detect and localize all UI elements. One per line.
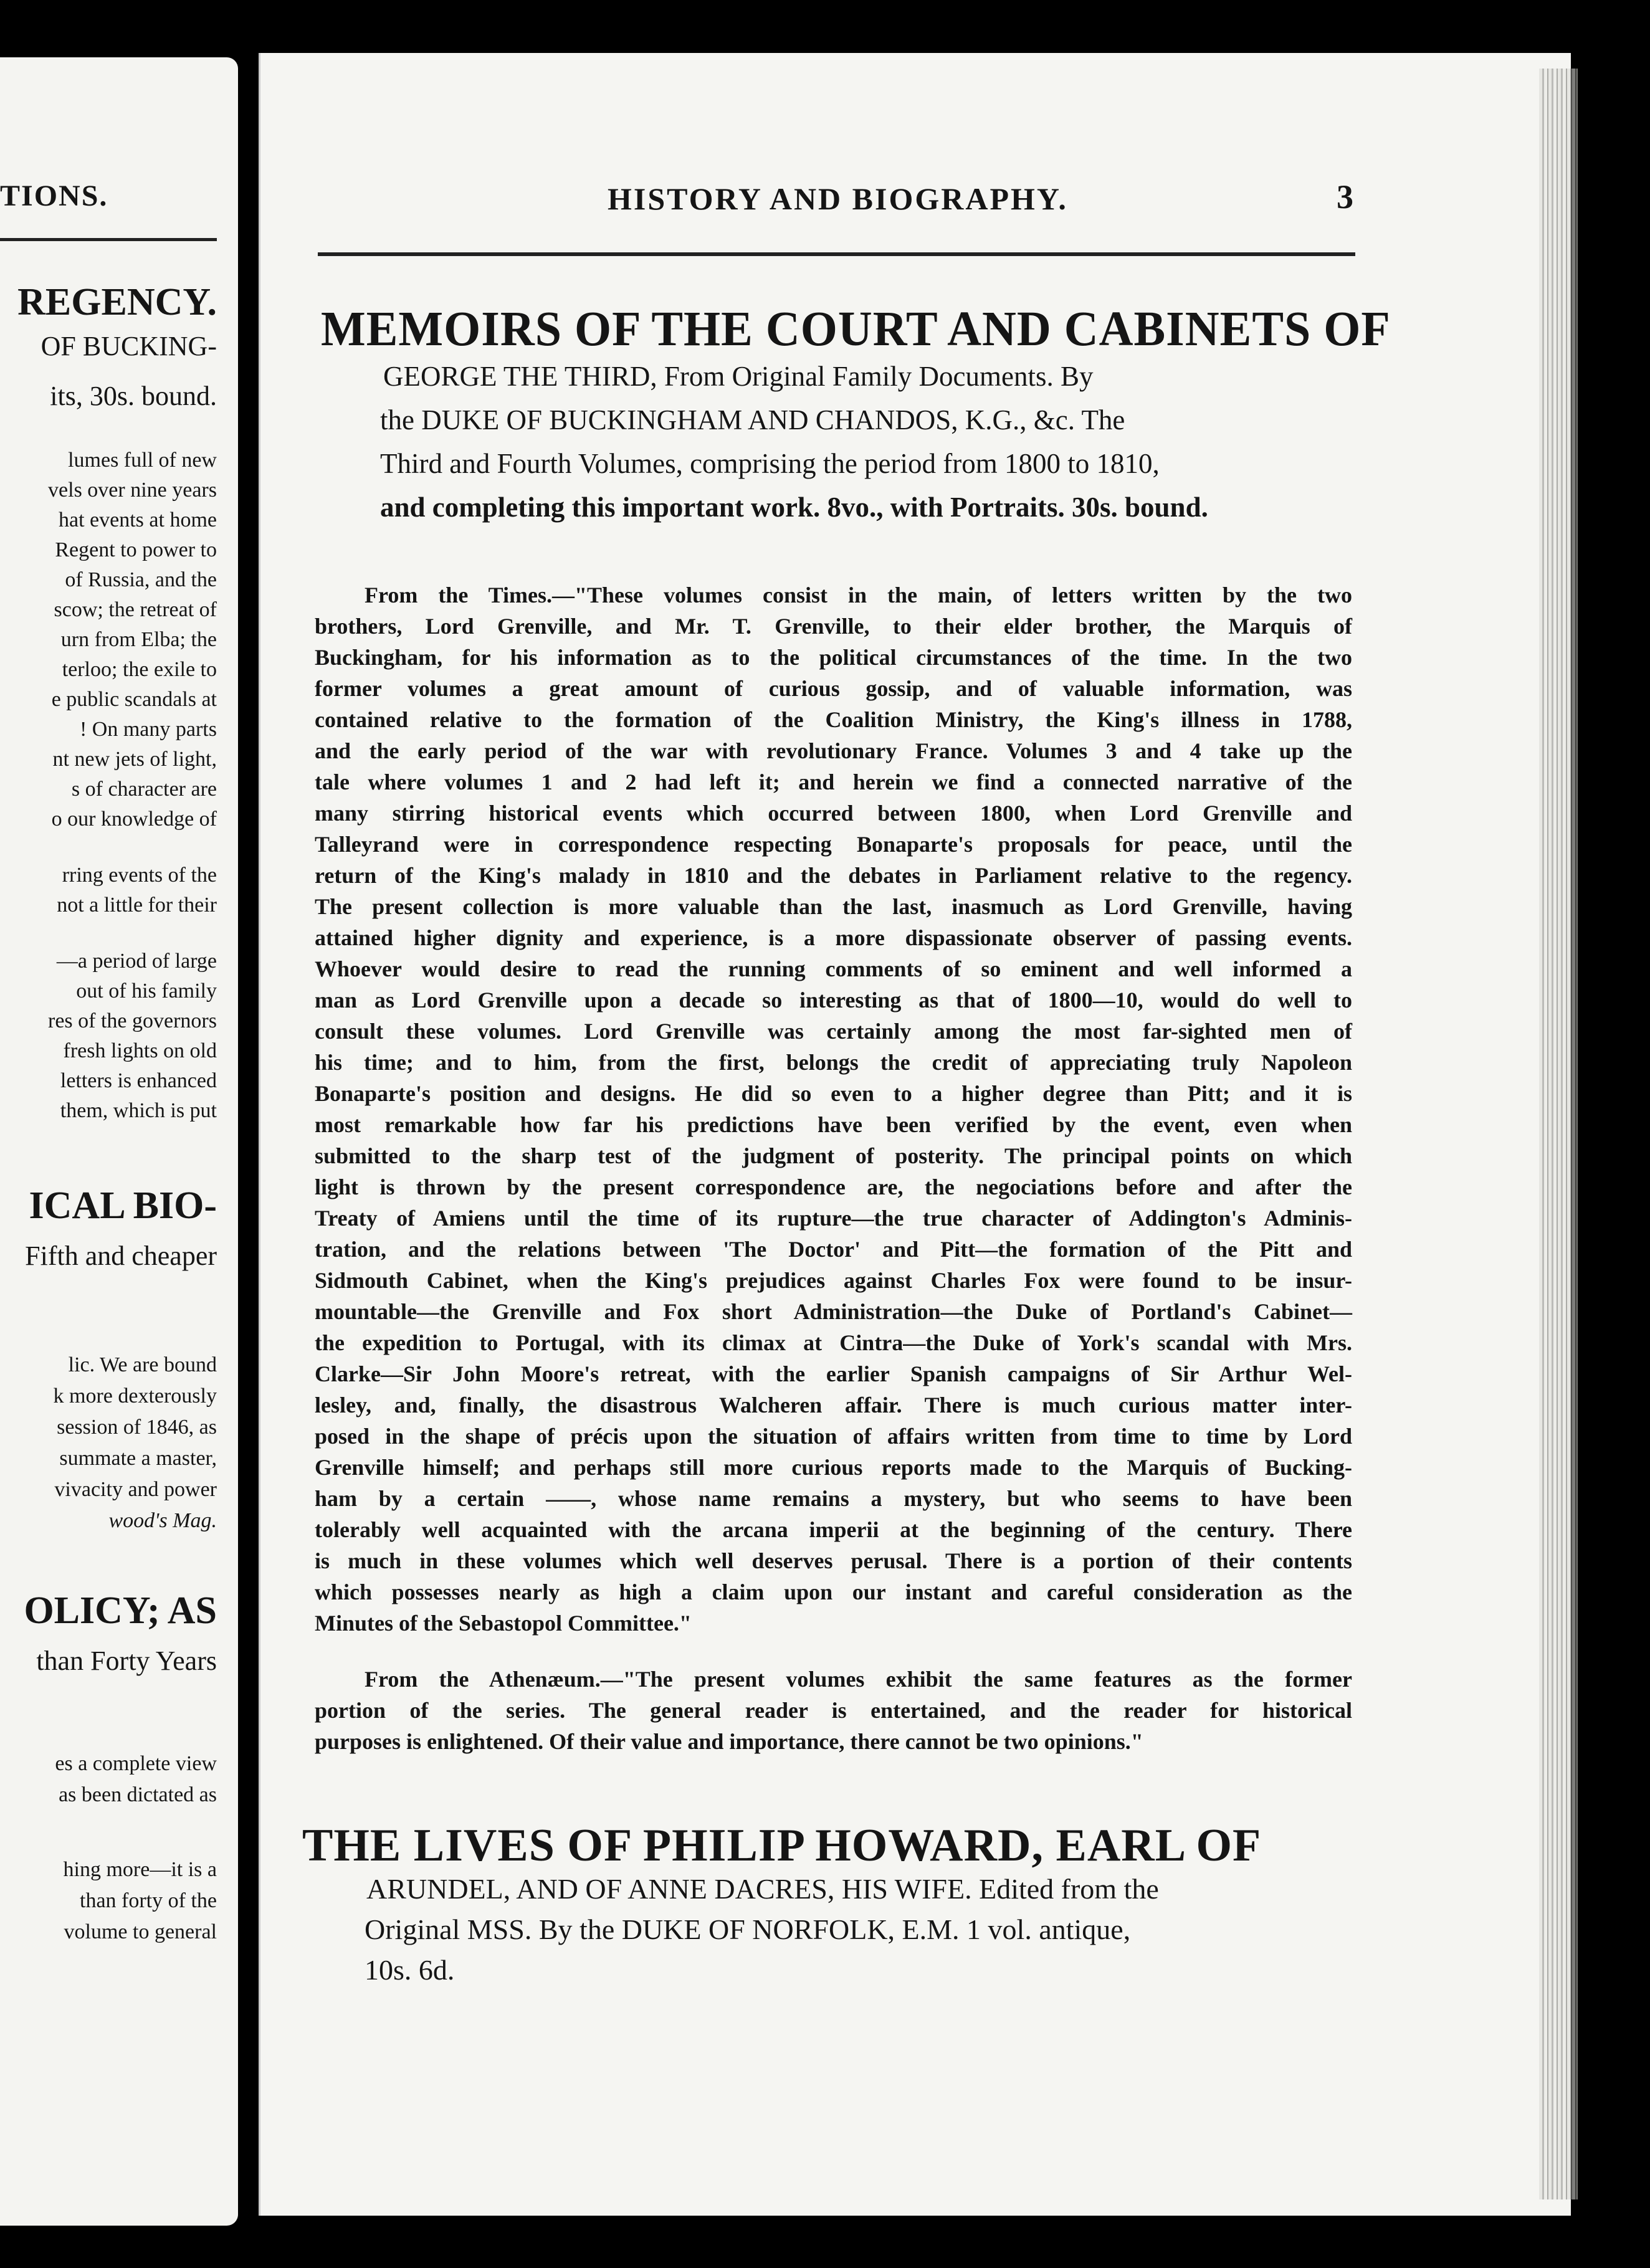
left-page-line: s of character are [71, 778, 217, 801]
left-page-line: k more dexterously [53, 1384, 217, 1408]
review-line: tration, and the relations between 'The Doctor' and Pitt—the formation of the Pitt and [315, 1237, 1352, 1262]
left-page-line: letters is enhanced [60, 1069, 217, 1092]
left-page-line: its, 30s. bound. [50, 381, 217, 411]
review-line: tolerably well acquainted with the arcana imperii at the beginning of the century. There [315, 1517, 1352, 1542]
review-line: Sidmouth Cabinet, when the King's prejudices against Charles Fox were found to be insur- [315, 1268, 1352, 1293]
left-page-line: e public scandals at [51, 688, 217, 711]
left-facing-page [0, 57, 238, 2226]
review-line: lesley, and, finally, the disastrous Walcheren affair. There is much curious matter inter- [315, 1393, 1352, 1418]
left-page-line: session of 1846, as [57, 1416, 217, 1439]
review-line: most remarkable how far his predictions have been verified by the event, even when [315, 1112, 1352, 1137]
review-line: mountable—the Grenville and Fox short Administration—the Duke of Portland's Cabinet— [315, 1299, 1352, 1324]
left-page-line: than Forty Years [36, 1646, 217, 1676]
review-line: Buckingham, for his information as to the political circumstances of the time. In the two [315, 645, 1352, 670]
left-page-line: hing more—it is a [63, 1858, 217, 1881]
left-page-line: vivacity and power [54, 1478, 217, 1501]
review-line: which possesses nearly as high a claim upon our instant and careful consideration as the [315, 1580, 1352, 1604]
left-page-line: fresh lights on old [63, 1039, 217, 1062]
left-page-line: of Russia, and the [65, 568, 217, 591]
review-line: contained relative to the formation of the Coalition Ministry, the King's illness in 1788, [315, 707, 1352, 732]
review-line: Talleyrand were in correspondence respecting Bonaparte's proposals for peace, until the [315, 832, 1352, 857]
review-line: From the Athenæum.—"The present volumes exhibit the same features as the former [365, 1667, 1352, 1692]
left-page-line: hat events at home [59, 508, 217, 531]
review-line: consult these volumes. Lord Grenville was certainly among the most far-sighted men of [315, 1019, 1352, 1044]
entry2-sub-line: 10s. 6d. [365, 1954, 455, 1986]
left-page-line: volume to general [64, 1920, 217, 1943]
left-page-line: nt new jets of light, [52, 748, 217, 771]
left-page-line: o our knowledge of [51, 808, 217, 831]
review-line: and the early period of the war with revolutionary France. Volumes 3 and 4 take up the [315, 738, 1352, 763]
left-page-line: OLICY; AS [24, 1589, 217, 1632]
left-page-line: REGENCY. [17, 281, 217, 323]
review-line: many stirring historical events which occurred between 1800, when Lord Grenville and [315, 801, 1352, 826]
left-page-line: summate a master, [59, 1447, 217, 1470]
header-rule [318, 252, 1355, 256]
review-line: portion of the series. The general reader is entertained, and the reader for historical [315, 1698, 1352, 1723]
entry1-sub-line: GEORGE THE THIRD, From Original Family Documents. By [383, 361, 1094, 392]
review-line: his time; and to him, from the first, belongs the credit of appreciating truly Napoleon [315, 1050, 1352, 1075]
left-page-line: not a little for their [57, 893, 217, 917]
left-page-line: ICAL BIO- [29, 1184, 217, 1227]
left-page-line: vels over nine years [48, 479, 217, 502]
review-line: former volumes a great amount of curious gossip, and of valuable information, was [315, 676, 1352, 701]
left-page-line: than forty of the [80, 1889, 217, 1912]
left-page-line: rring events of the [62, 864, 217, 887]
review-line: Minutes of the Sebastopol Committee." [315, 1611, 692, 1636]
review-line: man as Lord Grenville upon a decade so interesting as that of 1800—10, would do well to [315, 988, 1352, 1012]
review-line: posed in the shape of précis upon the situation of affairs written from time to time by Lord [315, 1424, 1352, 1449]
left-page-line: wood's Mag. [108, 1509, 217, 1532]
left-header-rule [0, 238, 217, 241]
entry1-sub-line: and completing this important work. 8vo., with Portraits. 30s. bound. [380, 492, 1208, 523]
entry2-sub-line: Original MSS. By the DUKE OF NORFOLK, E.M. 1 vol. antique, [365, 1913, 1131, 1945]
times-review [315, 579, 1352, 1639]
entry1-sub-line: the DUKE OF BUCKINGHAM AND CHANDOS, K.G., &c. The [380, 404, 1125, 436]
left-page-line: terloo; the exile to [62, 658, 217, 681]
left-running-head: TIONS. [0, 179, 108, 212]
review-line: submitted to the sharp test of the judgment of posterity. The principal points on which [315, 1143, 1352, 1168]
review-line: From the Times.—"These volumes consist in the main, of letters written by the two [365, 583, 1352, 608]
review-line: Whoever would desire to read the running comments of so eminent and well informed a [315, 956, 1352, 981]
review-line: ham by a certain ——, whose name remains a mystery, but who seems to have been [315, 1486, 1352, 1511]
review-line: return of the King's malady in 1810 and the debates in Parliament relative to the regency. [315, 863, 1352, 888]
entry1-title: MEMOIRS OF THE COURT AND CABINETS OF [321, 301, 1391, 357]
entry1-sub-line: Third and Fourth Volumes, comprising the period from 1800 to 1810, [380, 448, 1160, 479]
review-line: Bonaparte's position and designs. He did so even to a higher degree than Pitt; and it is [315, 1081, 1352, 1106]
review-line: light is thrown by the present correspondence are, the negociations before and after the [315, 1174, 1352, 1199]
left-page-line: Regent to power to [55, 538, 217, 561]
left-page-line: them, which is put [60, 1099, 217, 1122]
left-page-line: res of the governors [48, 1009, 217, 1032]
running-head: HISTORY AND BIOGRAPHY. [608, 181, 1068, 216]
review-line: Clarke—Sir John Moore's retreat, with the earlier Spanish campaigns of Sir Arthur Wel- [315, 1361, 1352, 1386]
left-page-line: out of his family [76, 979, 217, 1003]
review-line: brothers, Lord Grenville, and Mr. T. Grenville, to their elder brother, the Marquis of [315, 614, 1352, 639]
review-line: Grenville himself; and perhaps still more curious reports made to the Marquis of Bucking- [315, 1455, 1352, 1480]
left-page-line: es a complete view [55, 1752, 217, 1775]
review-line: The present collection is more valuable than the last, inasmuch as Lord Grenville, having [315, 894, 1352, 919]
left-page-line: ! On many parts [79, 718, 217, 741]
review-line: tale where volumes 1 and 2 had left it; and herein we find a connected narrative of the [315, 770, 1352, 794]
review-line: attained higher dignity and experience, is a more dispassionate observer of passing events. [315, 925, 1352, 950]
left-page-line: lic. We are bound [68, 1353, 217, 1376]
left-page-line: —a period of large [56, 950, 217, 973]
left-page-line: lumes full of new [68, 449, 217, 472]
review-line: Treaty of Amiens until the time of its rupture—the true character of Addington's Adminis- [315, 1206, 1352, 1231]
entry2-sub-line: ARUNDEL, AND OF ANNE DACRES, HIS WIFE. Edited from the [366, 1873, 1159, 1905]
left-page-line: urn from Elba; the [60, 628, 217, 651]
athenaeum-review [315, 1664, 1352, 1757]
left-page-line: OF BUCKING- [41, 331, 217, 361]
review-line: is much in these volumes which well deserves perusal. There is a portion of their contents [315, 1548, 1352, 1573]
review-line: the expedition to Portugal, with its climax at Cintra—the Duke of York's scandal with Mrs. [315, 1330, 1352, 1355]
left-page-line: as been dictated as [59, 1783, 217, 1806]
left-page-line: scow; the retreat of [54, 598, 217, 621]
entry2-title: THE LIVES OF PHILIP HOWARD, EARL OF [302, 1820, 1262, 1871]
page-number: 3 [1337, 178, 1353, 216]
page-edge [1539, 69, 1578, 2199]
review-line: purposes is enlightened. Of their value and importance, there cannot be two opinions." [315, 1729, 1143, 1754]
left-page-line: Fifth and cheaper [25, 1241, 217, 1271]
